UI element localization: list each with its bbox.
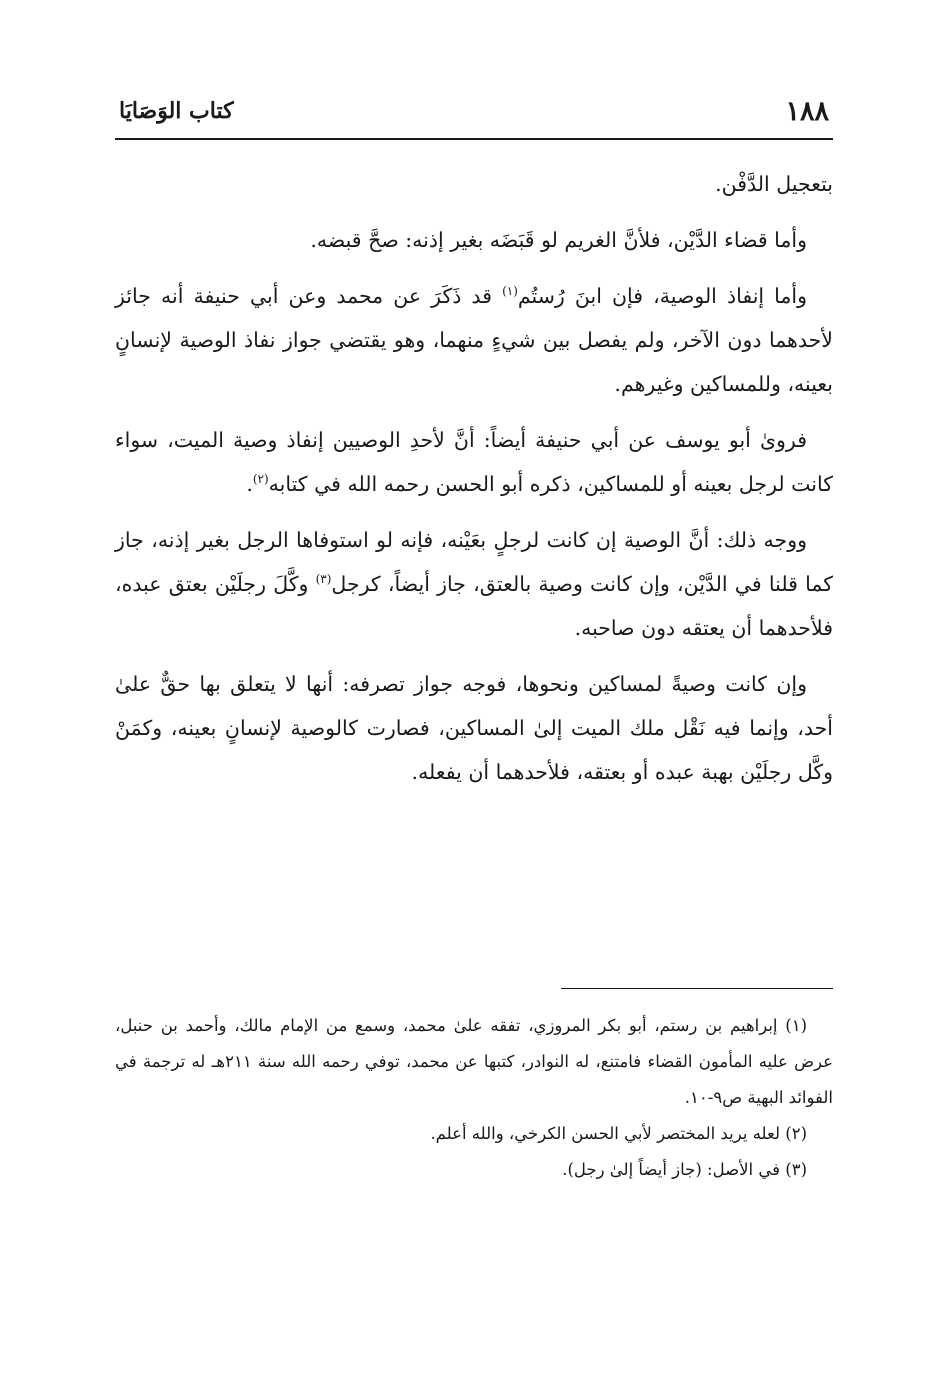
paragraph-5-part-b: وكَّلَ رجلَيْن بعتق عبده، فلأحدهما أن يعتقه دون صاحبه. bbox=[115, 572, 833, 640]
footnote-ref-2: (٢) bbox=[252, 472, 269, 487]
paragraph-5 bbox=[115, 518, 833, 650]
paragraph-3-part-a: وأما إنفاذ الوصية، فإن ابنَ رُستُم bbox=[517, 284, 808, 308]
footnote-1: (١) إبراهيم بن رستم، أبو بكر المروزي، تفقه علىٰ محمد، وسمع من الإمام مالك، وأحمد بن حنبل، عرض عليه المأمون القضاء فامتنع، له النوادر، كتبها عن محمد، توفي رحمه الله سنة ٢١١هـ له ترجمة في الفوائد البهية ص٩-١٠. bbox=[115, 1016, 833, 1107]
paragraph-1: بتعجيل الدَّفْن. bbox=[715, 172, 833, 196]
paragraph-6: وإن كانت وصيةً لمساكين ونحوها، فوجه جواز تصرفه: أنها لا يتعلق بها حقٌّ علىٰ أحد، وإنما فيه نَقْل ملك الميت إلىٰ المساكين، فصارت كالوصية لإنسانٍ بعينه، وكمَنْ وكَّل رجلَيْن بهبة عبده أو بعتقه، فلأحدهما أن يفعله. bbox=[115, 672, 833, 784]
footnotes bbox=[115, 1008, 833, 1188]
paragraph-4 bbox=[115, 418, 833, 506]
paragraph-3 bbox=[115, 274, 833, 406]
page-header bbox=[115, 90, 833, 140]
footnote-3: (٣) في الأصل: (جاز أيضاً إلىٰ رجل). bbox=[562, 1160, 807, 1179]
footnote-separator bbox=[561, 988, 833, 989]
page-number: ١٨٨ bbox=[785, 96, 829, 127]
paragraph-3-part-b: قد ذَكَرَ عن محمد وعن أبي حنيفة أنه جائز لأحدهما دون الآخر، ولم يفصل بين شيءٍ منهما، وهو يقتضي جواز نفاذ الوصية لإنسانٍ بعينه، وللمساكين وغيرهم. bbox=[115, 284, 833, 396]
book-page bbox=[115, 90, 833, 1270]
running-title: كتاب الوَصَايَا bbox=[119, 98, 234, 124]
main-text bbox=[115, 162, 833, 806]
footnote-ref-1: (١) bbox=[502, 284, 518, 299]
paragraph-4-part-a: فروىٰ أبو يوسف عن أبي حنيفة أيضاً: أنَّ لأحدِ الوصيين إنفاذ وصية الميت، سواء كانت لرجل بعينه أو للمساكين، ذكره أبو الحسن رحمه الله في كتابه bbox=[115, 428, 833, 496]
paragraph-5-part-a: ووجه ذلك: أنَّ الوصية إن كانت لرجلٍ بعَيْنه، فإنه لو استوفاها الرجل بغير إذنه، جاز كما قلنا في الدَّيْن، وإن كانت وصية بالعتق، جاز أيضاً، كرجل bbox=[115, 528, 833, 596]
footnote-2: (٢) لعله يريد المختصر لأبي الحسن الكرخي، والله أعلم. bbox=[430, 1124, 807, 1143]
paragraph-2: وأما قضاء الدَّيْن، فلأنَّ الغريم لو قَبَضَه بغير إذنه: صحَّ قبضه. bbox=[310, 228, 807, 252]
paragraph-4-part-b: . bbox=[246, 472, 253, 496]
footnote-ref-3: (٣) bbox=[315, 572, 332, 587]
